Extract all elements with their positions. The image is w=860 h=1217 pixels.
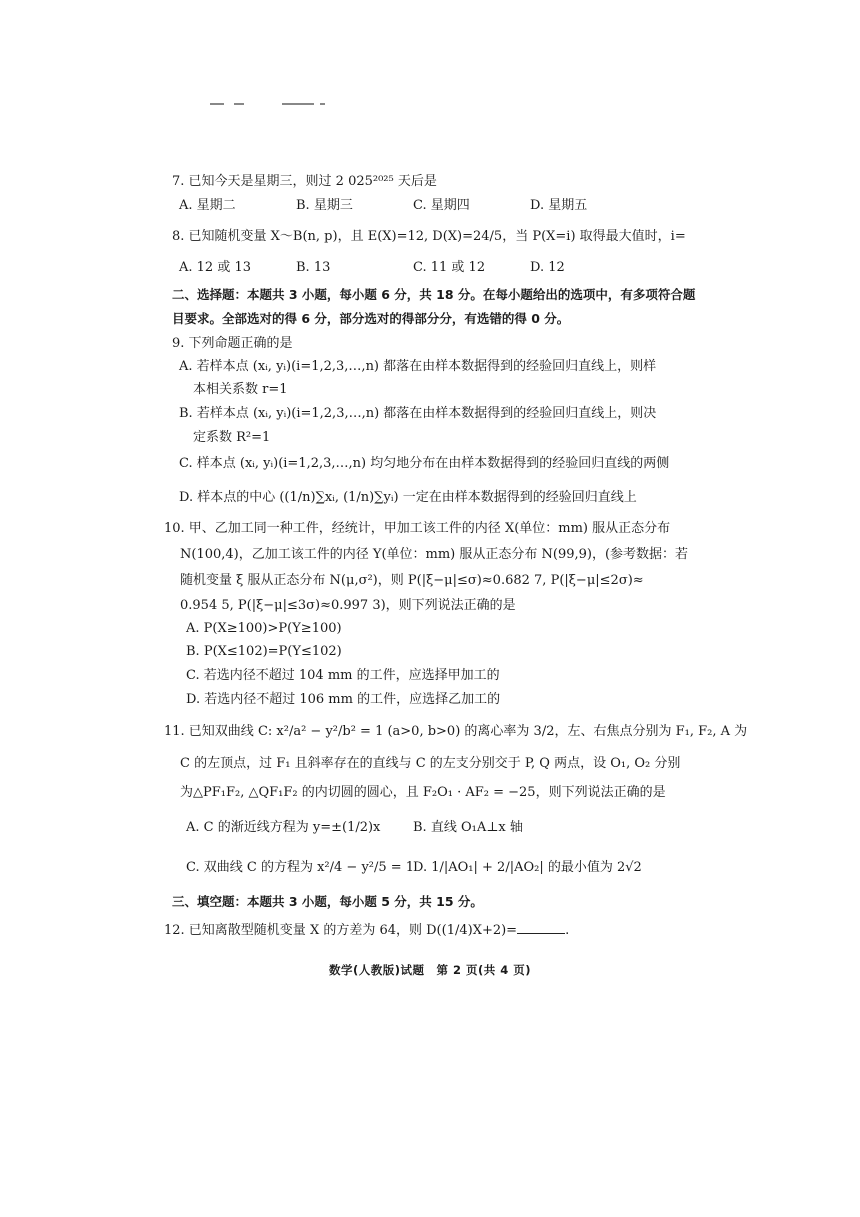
q10-stem-line4: 0.954 5, P(|ξ−μ|≤3σ)≈0.997 3)，则下列说法正确的是	[180, 598, 516, 613]
q10-option-c: C. 若选内径不超过 104 mm 的工件，应选择甲加工的	[186, 668, 500, 683]
header-scan-marks	[210, 103, 325, 107]
q11-stem-line2: C 的左顶点，过 F₁ 且斜率存在的直线与 C 的左支分别交于 P, Q 两点，设 O₁, O₂ 分别	[180, 756, 681, 771]
q9-option-b-line1: B. 若样本点 (xᵢ, yᵢ)(i=1,2,3,…,n) 都落在由样本数据得到的经验回归直线上，则决	[179, 406, 657, 421]
q11-option-c: C. 双曲线 C 的方程为 x²/4 − y²/5 = 1	[186, 860, 415, 875]
q9-option-a-line1: A. 若样本点 (xᵢ, yᵢ)(i=1,2,3,…,n) 都落在由样本数据得到的经验回归直线上，则样	[179, 359, 657, 374]
page-footer: 数学(人教版)试题 第 2 页(共 4 页)	[328, 963, 532, 977]
q9-option-a-line2: 本相关系数 r=1	[193, 382, 288, 397]
q8-option-c: C. 11 或 12	[413, 260, 486, 275]
q7-option-b: B. 星期三	[296, 198, 353, 213]
q7-option-c: C. 星期四	[413, 198, 470, 213]
q8-option-d: D. 12	[530, 260, 565, 275]
q8-stem: 8. 已知随机变量 X～B(n, p)，且 E(X)=12, D(X)=24/5，当 P(X=i) 取得最大值时，i=	[172, 229, 686, 244]
q9-option-d: D. 样本点的中心 ((1/n)∑xᵢ, (1/n)∑yᵢ) 一定在由样本数据得到的经验回归直线上	[179, 490, 637, 505]
section3-heading: 三、填空题：本题共 3 小题，每小题 5 分，共 15 分。	[172, 894, 483, 909]
q12-stem	[164, 921, 569, 941]
q11-option-a: A. C 的渐近线方程为 y=±(1/2)x	[186, 820, 381, 835]
q10-stem-line1: 10. 甲、乙加工同一种工件，经统计，甲加工该工件的内径 X(单位：mm) 服从正态分布	[164, 521, 671, 536]
q7-option-a: A. 星期二	[179, 198, 236, 213]
q10-option-b: B. P(X≤102)=P(Y≤102)	[186, 644, 342, 659]
q8-option-b: B. 13	[296, 260, 331, 275]
q12-stem-text: 12. 已知离散型随机变量 X 的方差为 64，则 D((1/4)X+2)=	[164, 923, 518, 938]
q7-stem: 7. 已知今天是星期三，则过 2 025²⁰²⁵ 天后是	[172, 174, 437, 189]
q12-stem-end: .	[565, 923, 570, 938]
section2-heading-line2: 目要求。全部选对的得 6 分，部分选对的得部分分，有选错的得 0 分。	[172, 311, 570, 326]
q10-option-a: A. P(X≥100)>P(Y≥100)	[186, 621, 342, 636]
section2-heading-line1: 二、选择题：本题共 3 小题，每小题 6 分，共 18 分。在每小题给出的选项中，有多项符合题	[172, 287, 696, 302]
q10-stem-line3: 随机变量 ξ 服从正态分布 N(μ,σ²)，则 P(|ξ−μ|≤σ)≈0.682 7, P(|ξ−μ|≤2σ)≈	[180, 573, 644, 588]
q10-option-d: D. 若选内径不超过 106 mm 的工件，应选择乙加工的	[186, 692, 501, 707]
q12-answer-blank[interactable]	[517, 921, 565, 934]
q9-stem: 9. 下列命题正确的是	[172, 336, 293, 351]
q10-stem-line2: N(100,4)，乙加工该工件的内径 Y(单位：mm) 服从正态分布 N(99,9)，(参考数据：若	[180, 547, 689, 562]
q8-option-a: A. 12 或 13	[179, 260, 252, 275]
q11-stem-line3: 为△PF₁F₂, △QF₁F₂ 的内切圆的圆心，且 F₂O₁ · AF₂ = −25，则下列说法正确的是	[180, 785, 666, 800]
q7-option-d: D. 星期五	[530, 198, 588, 213]
q11-stem-line1: 11. 已知双曲线 C: x²/a² − y²/b² = 1 (a>0, b>0) 的离心率为 3/2，左、右焦点分别为 F₁, F₂, A 为	[164, 724, 748, 739]
q9-option-b-line2: 定系数 R²=1	[193, 430, 271, 445]
q11-option-d: D. 1/|AO₁| + 2/|AO₂| 的最小值为 2√2	[413, 860, 642, 875]
q11-option-b: B. 直线 O₁A⊥x 轴	[413, 820, 523, 835]
q9-option-c: C. 样本点 (xᵢ, yᵢ)(i=1,2,3,…,n) 均匀地分布在由样本数据得到的经验回归直线的两侧	[179, 456, 670, 471]
